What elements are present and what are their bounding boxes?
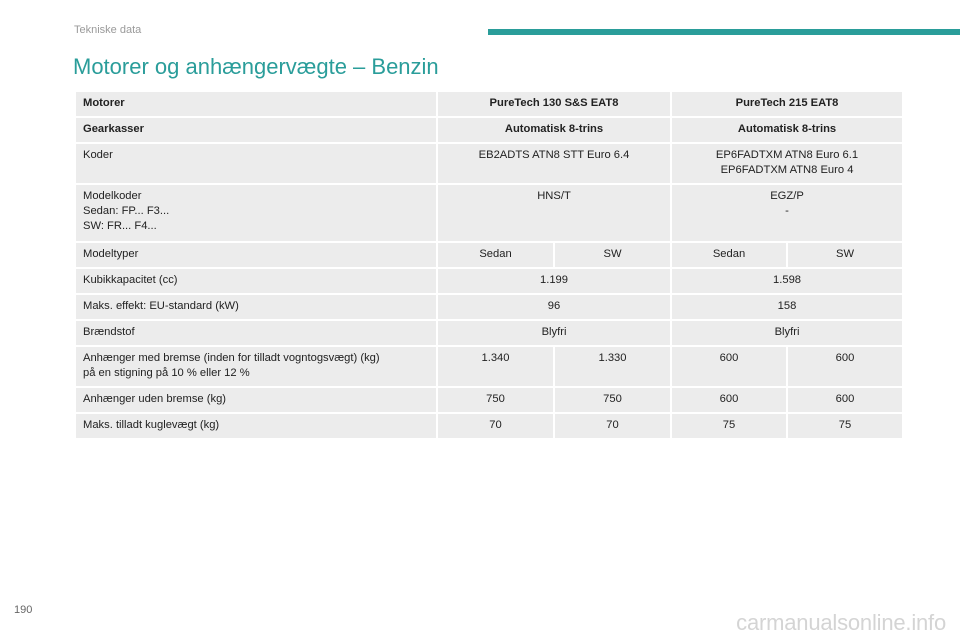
table-cell: EB2ADTS ATN8 STT Euro 6.4 — [437, 143, 671, 184]
row-label: Modeltyper — [75, 242, 437, 268]
row-label: Anhænger uden bremse (kg) — [75, 387, 437, 413]
table-cell: 1.340 — [437, 346, 554, 387]
table-cell: 75 — [787, 413, 903, 439]
table-cell: Blyfri — [437, 320, 671, 346]
row-label: Motorer — [75, 91, 437, 117]
table-cell: 96 — [437, 294, 671, 320]
page-number: 190 — [14, 604, 33, 616]
table-cell — [671, 184, 903, 242]
table-row — [75, 117, 903, 143]
table-row — [75, 91, 903, 117]
table-cell: 750 — [437, 387, 554, 413]
table-cell: SW — [787, 242, 903, 268]
watermark: carmanualsonline.info — [736, 610, 946, 635]
table-row — [75, 294, 903, 320]
table-row — [75, 413, 903, 439]
table-cell: 1.199 — [437, 268, 671, 294]
table-cell: 600 — [787, 346, 903, 387]
table-cell: SW — [554, 242, 671, 268]
section-label: Tekniske data — [74, 24, 142, 36]
table-cell: 600 — [671, 346, 787, 387]
row-label — [75, 346, 437, 387]
table-cell: 75 — [671, 413, 787, 439]
table-cell: 750 — [554, 387, 671, 413]
table-row — [75, 387, 903, 413]
cell-line: EP6FADTXM ATN8 Euro 4 — [720, 164, 854, 176]
table-cell: PureTech 215 EAT8 — [671, 91, 903, 117]
row-label: Koder — [75, 143, 437, 184]
accent-bar — [488, 29, 960, 35]
table-cell: HNS/T — [437, 184, 671, 242]
table-row — [75, 143, 903, 184]
table-cell: Automatisk 8-trins — [437, 117, 671, 143]
table-cell: Sedan — [437, 242, 554, 268]
cell-line: - — [785, 205, 789, 217]
table-cell: 70 — [437, 413, 554, 439]
cell-line: på en stigning på 10 % eller 12 % — [83, 367, 250, 379]
table-row — [75, 242, 903, 268]
cell-line: EGZ/P — [770, 190, 804, 202]
table-cell: 1.598 — [671, 268, 903, 294]
row-label: Gearkasser — [75, 117, 437, 143]
row-label — [75, 184, 437, 242]
row-label: Kubikkapacitet (cc) — [75, 268, 437, 294]
row-label: Brændstof — [75, 320, 437, 346]
table-cell: Automatisk 8-trins — [671, 117, 903, 143]
cell-line: SW: FR... F4... — [83, 220, 157, 232]
table-cell: Blyfri — [671, 320, 903, 346]
table-cell: 600 — [671, 387, 787, 413]
cell-line: Modelkoder — [83, 190, 142, 202]
table-cell: 70 — [554, 413, 671, 439]
table-cell: Sedan — [671, 242, 787, 268]
table-cell: 600 — [787, 387, 903, 413]
table-row — [75, 346, 903, 387]
table-cell: 158 — [671, 294, 903, 320]
table-cell — [671, 143, 903, 184]
cell-line: Sedan: FP... F3... — [83, 205, 170, 217]
engine-spec-table — [74, 90, 904, 440]
table-cell: PureTech 130 S&S EAT8 — [437, 91, 671, 117]
row-label: Maks. effekt: EU-standard (kW) — [75, 294, 437, 320]
cell-line: EP6FADTXM ATN8 Euro 6.1 — [715, 149, 859, 161]
row-label: Maks. tilladt kuglevægt (kg) — [75, 413, 437, 439]
table-row — [75, 268, 903, 294]
table-cell: 1.330 — [554, 346, 671, 387]
table-row — [75, 184, 903, 242]
cell-line: Anhænger med bremse (inden for tilladt vogntogsvægt) (kg) — [83, 352, 380, 364]
page-title: Motorer og anhængervægte – Benzin — [73, 54, 439, 79]
table-row — [75, 320, 903, 346]
